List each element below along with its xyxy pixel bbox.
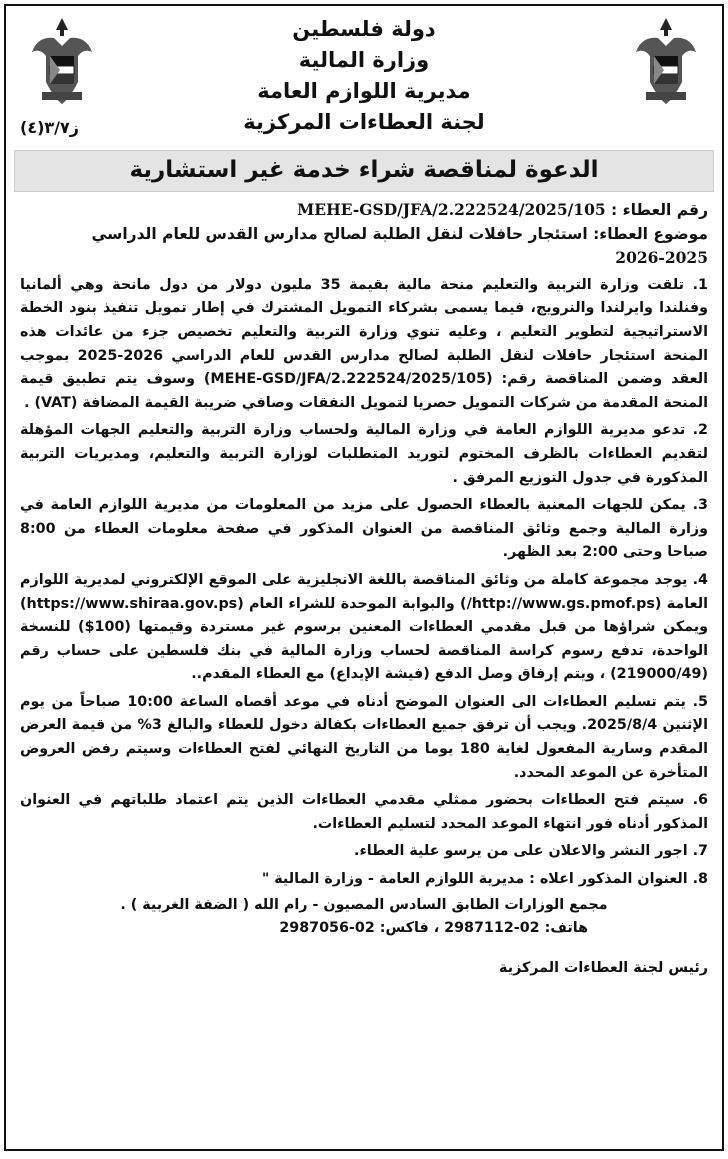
tender-announcement (4, 4, 724, 1151)
state-name: دولة فلسطين (292, 17, 436, 41)
signature-line: رئيس لجنة العطاءات المركزية (499, 959, 708, 976)
clause-6: 6. سيتم فتح العطاءات بحضور ممثلي مقدمي العطاءات الذين يتم اعتماد طلباتهم في العنوان المذكور أدناه فور انتهاء الموعد المحدد لتسليم العطاءات. (20, 792, 708, 832)
tender-number-label: رقم العطاء : (611, 201, 708, 219)
letterhead-text (156, 14, 572, 138)
clause-7: 7. اجور النشر والاعلان على من يرسو علية العطاء. (354, 843, 708, 860)
tender-number-value: MEHE-GSD/JFA/2.222524/2025/105 (297, 200, 606, 219)
ministry-name: وزارة المالية (298, 48, 430, 72)
clause-3: 3. يمكن للجهات المعنية بالعطاء الحصول على مزيد من المعلومات من مديرية اللوازم العامة في وزارة المالية وجمع وثائق المناقصة من العنوان المذكور في صفحة معلومات العطاء من 8:00 صباحا وحتى 2:00 بعد الظهر. (20, 497, 708, 561)
clause-4: 4. يوجد مجموعة كاملة من وثائق المناقصة باللغة الانجليزية على الموقع الإلكتروني لمديرية اللوازم العامة (http://www.gs.pmof.ps/) والبوابة الموحدة للشراء العام (https://www.shiraa.gov.ps) ويمكن شراؤها من قبل مقدمي العطاءات المعنين برسوم غير مستردة وقيمتها (100$) للنسخة الواحدة، تدفع رسوم كراسة المناقصة لحساب وزارة المالية في بنك فلسطين على حساب رقم (219000/49) ، ويتم إرفاق وصل الدفع (فيشة الإيداع) مع العطاء المقدم.. (20, 571, 708, 683)
palestine-emblem-icon (24, 12, 100, 108)
announcement-body (6, 192, 722, 980)
tender-number (20, 198, 708, 223)
address-line: مجمع الوزارات الطابق السادس المصيون - رام الله ( الضفة الغربية ) . (120, 896, 608, 913)
phone-fax-line: هاتف: 02-2987112 ، فاكس: 02-2987056 (279, 920, 588, 937)
committee-name: لجنة العطاءات المركزية (243, 110, 485, 134)
clause-2: 2. تدعو مديرية اللوازم العامة في وزارة المالية ولحساب وزارة التربية والتعليم الجهات المؤهلة لتقديم العطاءات بالظرف المختوم لتوريد المتطلبات لوزارة التربية والتعليم، ومديريات التربية المذكورة في جدول التوزيع المرفق . (20, 422, 708, 486)
letterhead (6, 6, 722, 146)
tender-subject: موضوع العطاء: استئجار حافلات لنقل الطلبة لصالح مدارس القدس للعام الدراسي (91, 224, 708, 243)
clause-8: 8. العنوان المذكور اعلاه : مديرية اللوازم العامة - وزارة المالية " (261, 871, 708, 888)
page-title: الدعوة لمناقصة شراء خدمة غير استشارية (14, 150, 714, 192)
directorate-name: مديرية اللوازم العامة (257, 79, 471, 103)
reference-code: ز٣/٧(٤) (20, 118, 79, 137)
palestine-emblem-icon (628, 12, 704, 108)
clause-1: 1. تلقت وزارة التربية والتعليم منحة مالية بقيمة 35 مليون دولار من دول مانحة وهي ألمانيا وفنلندا وايرلندا والنرويج، فيما يسمى بشركاء التمويل المشترك في إطار تمويل تنفيذ بنود الخطة الاستراتيجية لتطوير التعليم ، وعليه تنوي وزارة التربية والتعليم تخصيص جزء من عائدات هذه المنحة استئجار حافلات لنقل الطلبة لصالح مدارس القدس للعام الدراسي 2026-2025 بموجب العقد وضمن المناقصة رقم: (MEHE-GSD/JFA/2.222524/2025/105) وسوف يتم تطبيق قيمة المنحة المقدمة من شركات التمويل حصريا لتمويل النفقات وصافي ضريبة القيمة المضافة (VAT) . (20, 276, 708, 411)
tender-year: 2026-2025 (615, 248, 708, 268)
clause-5: 5. يتم تسليم العطاءات الى العنوان الموضح أدناه في موعد أقصاه الساعة 10:00 صباحاً من يوم الإثنين 2025/8/4. ويجب أن ترفق جميع العطاءات بكفالة دخول للعطاء والبالغ 3% من قيمة العرض المقدم وسارية المفعول لغاية 180 يوما من التاريخ النهائي لفتح العطاءات وسيتم رفض العروض المتأخرة عن الموعد المحدد. (20, 693, 708, 781)
